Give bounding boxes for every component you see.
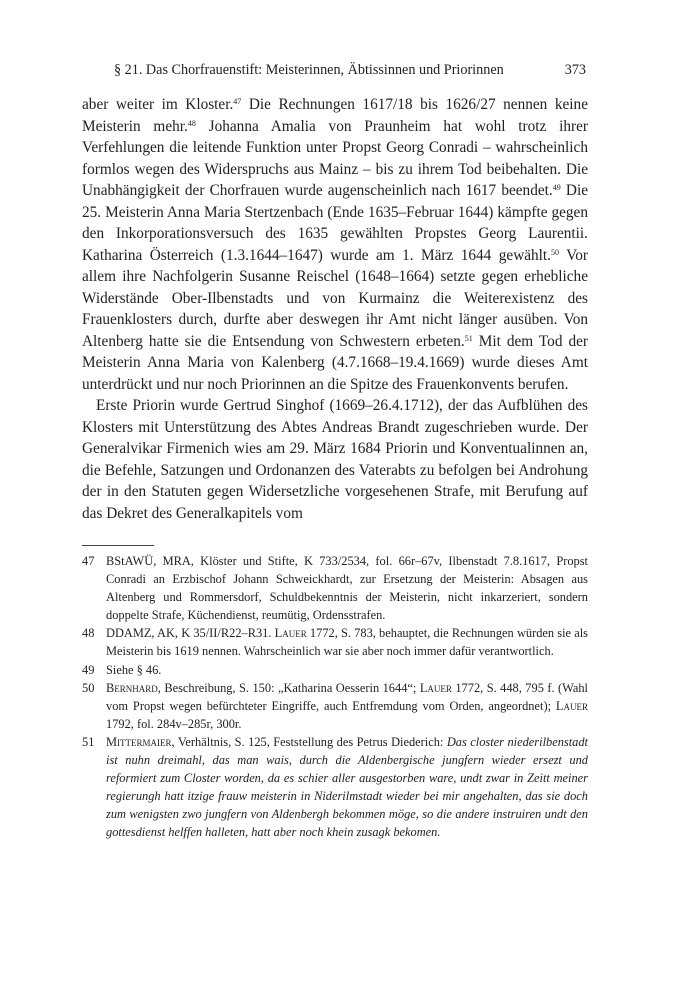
footnote-text: 1772, S. 448, 795 f. (Wahl vom Propst wegen befürchteter Eingriffe, auch Entfremdung vom Orden, angeordnet); [106,680,589,713]
footnote-text: Siehe § 46. [106,662,162,677]
text-segment: Vor allem ihre Nachfolgerin Susanne Reischel (1648–1664) setzte gegen erhebliche Widerstände Ober-Ilbenstadts und von Kurmainz die Weiterexistenz des Frauenklosters durch, durfte aber deswegen ihr Amt nicht länger ausüben. Von Altenberg hatte sie die Entsendung von Schwestern erbeten. [82,246,588,350]
footnote-reference-47: 47 [233,97,242,106]
footnote-number: 51 [82,734,95,749]
footnote-text: DDAMZ, AK, K 35/II/R22–R31. [106,626,275,641]
footnote-50 [82,679,588,733]
author-name: Lauer [419,680,452,695]
running-header [82,60,588,80]
footnote-text: , Beschreibung, S. 150: „Katharina Oesserin 1644“; [157,680,420,695]
footnote-reference-51: 51 [464,333,473,343]
footnote-reference-50: 50 [551,247,560,257]
author-name: Lauer [555,698,588,713]
quotation: Das closter niederilbenstadt ist nuhn dreimahl, das man wais, durch die Aldenbergische jungfern wieder ersezt und reformiert zum Closter worden, da es schier aller ausgestorben ware, undt zwar in Zeitt meiner regierungh hatt itzige frauw meisterin in Niderilmstadt wieder bei mir angehalten, das sie doch zum wenigsten zwo jungfern von Aldenbergh bekommen möge, so die andere instruiren undt den gottesdienst helffen halleten, hatt aber noch khein zusagk bekomen. [106,734,588,840]
running-header-title: § 21. Das Chorfrauenstift: Meisterinnen, Äbtissinnen und Priorinnen [114,62,504,78]
text-segment: aber weiter im Kloster. [82,96,234,113]
footnote-text: BStAWÜ, MRA, Klöster und Stifte, K 733/2534, fol. 66r–67v, Ilbenstadt 7.8.1617, Propst Conradi an Erzbischof Johann Schweickhardt, zur Ersetzung der Meisterin: Absagen aus Altenberg und Rommersdorf, Schuldbekenntnis der Meisterin, nicht inkarzeriert, sondern doppelte Strafe, Küchendienst, reumütig, Ordensstrafen. [106,554,588,623]
footnote-separator [82,545,154,546]
footnotes [82,552,588,842]
footnote-number: 47 [82,554,95,568]
main-text [82,94,588,524]
page-number: 373 [564,62,586,78]
footnote-47 [82,552,588,624]
footnote-49 [82,661,588,679]
footnote-reference-48: 48 [187,118,196,128]
author-name: Bernhard [106,680,158,695]
paragraph-1 [82,94,588,395]
text-segment: Johanna Amalia von Praunheim hat wohl trotz ihrer Verfehlungen die leitende Funktion unter Propst Georg Conradi – wahrscheinlich formlos wegen des Widerspruchs aus Mainz – bis zu ihrem Tod beibehalten. Die Unabhängigkeit der Chorfrauen wurde augenscheinlich nach 1617 beendet. [82,117,588,199]
text-segment: Die 25. Meisterin Anna Maria Stertzenbach (Ende 1635–Februar 1644) kämpfte gegen den Inkorporationsversuch des 1635 gewählten Propstes Georg Laurentii. Katharina Österreich (1.3.1644–1647) wurde am 1. März 1644 gewählt. [82,182,588,264]
footnote-reference-49: 49 [552,183,561,192]
author-name: Lauer [274,626,307,641]
footnote-51 [82,733,588,842]
footnote-text: 1772, S. 783, behauptet, die Rechnungen würden sie als Meisterin bis 1619 nennen. Wahrscheinlich war sie aber noch immer dafür verantwortlich. [106,626,589,659]
footnote-text: , Verhältnis, S. 125, Feststellung des Petrus Diederich: [171,734,447,749]
text-segment: Die Rechnungen 1617/18 bis 1626/27 nennen keine Meisterin mehr. [82,96,588,135]
footnote-text: 1792, fol. 284v–285r, 300r. [106,716,242,731]
footnote-number: 48 [82,626,95,641]
footnote-number: 50 [82,680,95,695]
footnote-48 [82,624,588,660]
footnote-number: 49 [82,662,95,677]
paragraph-2: Erste Priorin wurde Gertrud Singhof (1669–26.4.1712), der das Aufblühen des Klosters mit Unterstützung des Abtes Andreas Brandt zugeschrieben wurde. Der Generalvikar Firmenich wies am 29. März 1684 Priorin und Konventualinnen an, die Befehle, Satzungen und Ordonanzen des Vaterabts zu befolgen bei Androhung der in den Statuten gegen Widersetzliche vorgesehenen Strafe, mit Berufung auf das Dekret des Generalkapitels vom [82,397,588,522]
author-name: Mittermaier [106,734,172,749]
text-segment: Mit dem Tod der Meisterin Anna Maria von Kalenberg (4.7.1668–19.4.1669) wurde dieses Amt unterdrückt und nur noch Priorinnen an die Spitze des Frauenkonvents berufen. [82,332,588,393]
